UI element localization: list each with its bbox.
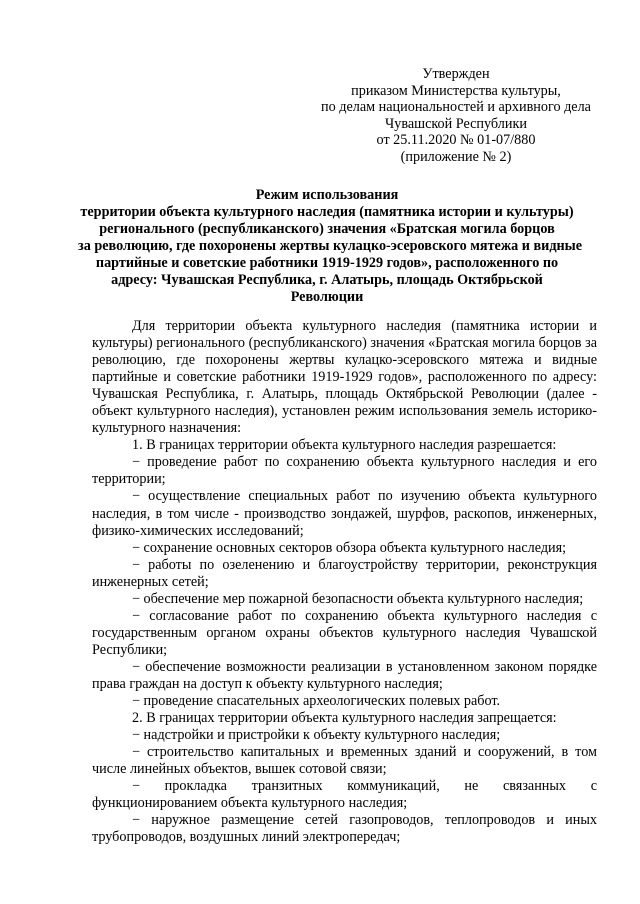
title-line: за революцию, где похоронены жертвы кулацко-эсеровского мятежа и видные bbox=[78, 238, 583, 255]
title-line: территории объекта культурного наследия (памятника истории и культуры) bbox=[80, 204, 574, 221]
section-heading: 2. В границах территории объекта культурного наследия запрещается: bbox=[132, 710, 557, 727]
list-item: − строительство капитальных и временных зданий и сооружений, в том числе линейных объектов, вышек сотовой связи; bbox=[92, 744, 597, 778]
list-item: − наружное размещение сетей газопроводов, теплопроводов и иных трубопроводов, воздушных линий электропередач; bbox=[92, 812, 597, 846]
title-line: адресу: Чувашская Республика, г. Алатырь, площадь Октябрьской bbox=[111, 272, 543, 289]
list-item: − проведение работ по сохранению объекта культурного наследия и его территории; bbox=[92, 454, 597, 488]
list-item: − обеспечение возможности реализации в установленном законом порядке права граждан на доступ к объекту культурного наследия; bbox=[92, 658, 597, 692]
approval-stamp bbox=[318, 66, 594, 166]
list-item: − согласование работ по сохранению объекта культурного наследия с государственным органом охраны объектов культурного наследия Чувашской Республики; bbox=[92, 607, 597, 658]
title-line: партийные и советские работники 1919-1929 годов», расположенного по bbox=[95, 255, 559, 272]
approval-line: Чувашской Республики bbox=[385, 115, 527, 132]
approval-line: Утвержден bbox=[422, 66, 490, 82]
title-line: Революции bbox=[290, 289, 364, 306]
list-item: − работы по озеленению и благоустройству территории, реконструкция инженерных сетей; bbox=[92, 556, 597, 590]
list-item: − прокладка транзитных коммуникаций, не связанных с функционированием объекта культурного наследия; bbox=[92, 778, 597, 812]
list-item: − осуществление специальных работ по изучению объекта культурного наследия, в том числе - производство зондажей, шурфов, раскопов, инженерных, физико-химических исследований; bbox=[92, 488, 597, 539]
document-title bbox=[78, 187, 583, 306]
approval-line: приказом Министерства культуры, bbox=[351, 82, 561, 99]
document-body bbox=[92, 318, 597, 846]
title-line: регионального (республиканского) значения «Братская могила борцов bbox=[99, 221, 555, 238]
list-item: − сохранение основных секторов обзора объекта культурного наследия; bbox=[132, 539, 567, 556]
approval-line: по делам национальностей и архивного дела bbox=[321, 99, 591, 116]
list-item: − надстройки и пристройки к объекту культурного наследия; bbox=[132, 727, 501, 744]
list-item: − обеспечение мер пожарной безопасности объекта культурного наследия; bbox=[132, 590, 584, 607]
section-heading: 1. В границах территории объекта культурного наследия разрешается: bbox=[132, 437, 557, 454]
intro-paragraph: Для территории объекта культурного наследия (памятника истории и культуры) регионального (республиканского) значения «Братская могила борцов за революцию, где похоронены жертвы кулацко-эсеровского мятежа и видные партийные и советские работники 1919-1929 годов», расположенного по адресу: Чувашская Республика, г. Алатырь, площадь Октябрьской Революции (далее - объект культурного наследия), установлен режим использования земель историко-культурного назначения: bbox=[92, 318, 597, 437]
approval-line: (приложение № 2) bbox=[400, 148, 512, 165]
title-line: Режим использования bbox=[255, 187, 399, 203]
list-item: − проведение спасательных археологических полевых работ. bbox=[132, 693, 501, 710]
approval-line: от 25.11.2020 № 01-07/880 bbox=[376, 132, 536, 149]
